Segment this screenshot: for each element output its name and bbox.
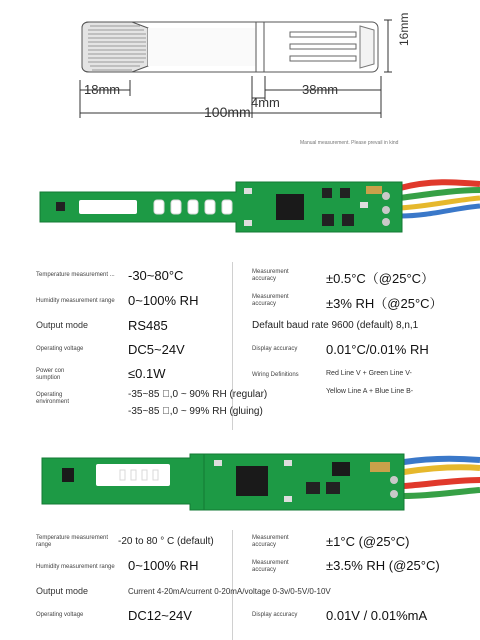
t2-temp-value: -20 to 80 ° C (default) (118, 536, 214, 547)
t1-display-value: 0.01°C/0.01% RH (326, 342, 429, 357)
t1-voltage-label: Operating voltage (36, 346, 84, 352)
t1-acc1-label: Measurement accuracy (252, 269, 289, 282)
t2-output-value: Current 4-20mA/current 0-20mA/voltage 0-3v/0-5V/0-10V (128, 587, 331, 596)
t1-output-value: RS485 (128, 318, 168, 333)
t1-acc1-value: ±0.5°C（@25°C） (326, 271, 435, 286)
pcb-analog-board (0, 440, 480, 520)
t1-wiring-line1: Red Line V + Green Line V- (326, 370, 412, 377)
wire-blue-2 (404, 459, 480, 462)
t2-hum-value: 0~100% RH (128, 558, 199, 573)
t2-temp-label: Temperature measurement range (36, 535, 109, 548)
t2-hum-label: Humidity measurement range (36, 564, 115, 570)
dim-label-4: 4mm (251, 95, 280, 110)
t1-output-label: Output mode (36, 320, 89, 330)
t1-acc2-label: Measurement accuracy (252, 294, 289, 307)
pcb-rs485-board (0, 160, 480, 250)
table1-divider (232, 262, 233, 430)
t2-display-value: 0.01V / 0.01%mA (326, 608, 428, 623)
t2-voltage-label: Operating voltage (36, 612, 84, 618)
t1-hum-value: 0~100% RH (128, 293, 199, 308)
t2-display-label: Display accuracy (252, 612, 298, 618)
t1-power-label: Power con sumption (36, 368, 65, 381)
wire-green-2 (404, 490, 480, 496)
t1-wiring-label: Wiring Definitions (252, 372, 299, 378)
wire-red (400, 182, 480, 188)
t2-acc2-label: Measurement accuracy (252, 560, 289, 573)
probe-vent-slots (290, 32, 356, 61)
t1-env-label: Operating environment (36, 392, 70, 405)
t1-temp-label: Temperature measurement ... (36, 272, 115, 278)
t1-power-value: ≤0.1W (128, 366, 166, 381)
t2-output-label: Output mode (36, 586, 89, 596)
t1-acc2-value: ±3% RH（@25°C） (326, 296, 443, 311)
t1-display-label: Display accuracy (252, 346, 298, 352)
wire-red-2 (404, 480, 480, 486)
measurement-note: Manual measurement. Please prevail in kind (300, 140, 399, 146)
t1-hum-label: Humidity measurement range (36, 298, 115, 304)
t2-acc2-value: ±3.5% RH (@25°C) (326, 558, 440, 573)
t2-voltage-value: DC12~24V (128, 608, 192, 623)
t2-acc1-label: Measurement accuracy (252, 535, 289, 548)
wire-yellow-2 (404, 467, 480, 472)
t1-baud-value: Default baud rate 9600 (default) 8,n,1 (252, 320, 419, 331)
t2-acc1-value: ±1°C (@25°C) (326, 534, 410, 549)
t1-voltage-value: DC5~24V (128, 342, 185, 357)
t1-env-value1: -35~85 ￿,0 ~ 90% RH (regular) (128, 389, 268, 400)
dim-label-16: 16mm (397, 12, 411, 46)
t1-wiring-line2: Yellow Line A + Blue Line B- (326, 388, 414, 395)
dim-label-38: 38mm (302, 82, 339, 97)
table2-divider (232, 530, 233, 640)
t1-temp-value: -30~80°C (128, 268, 184, 283)
dim-label-100: 100mm (204, 104, 251, 120)
dim-label-18: 18mm (84, 82, 121, 97)
t1-env-value2: -35~85 ￿,0 ~ 99% RH (gluing) (128, 406, 263, 417)
